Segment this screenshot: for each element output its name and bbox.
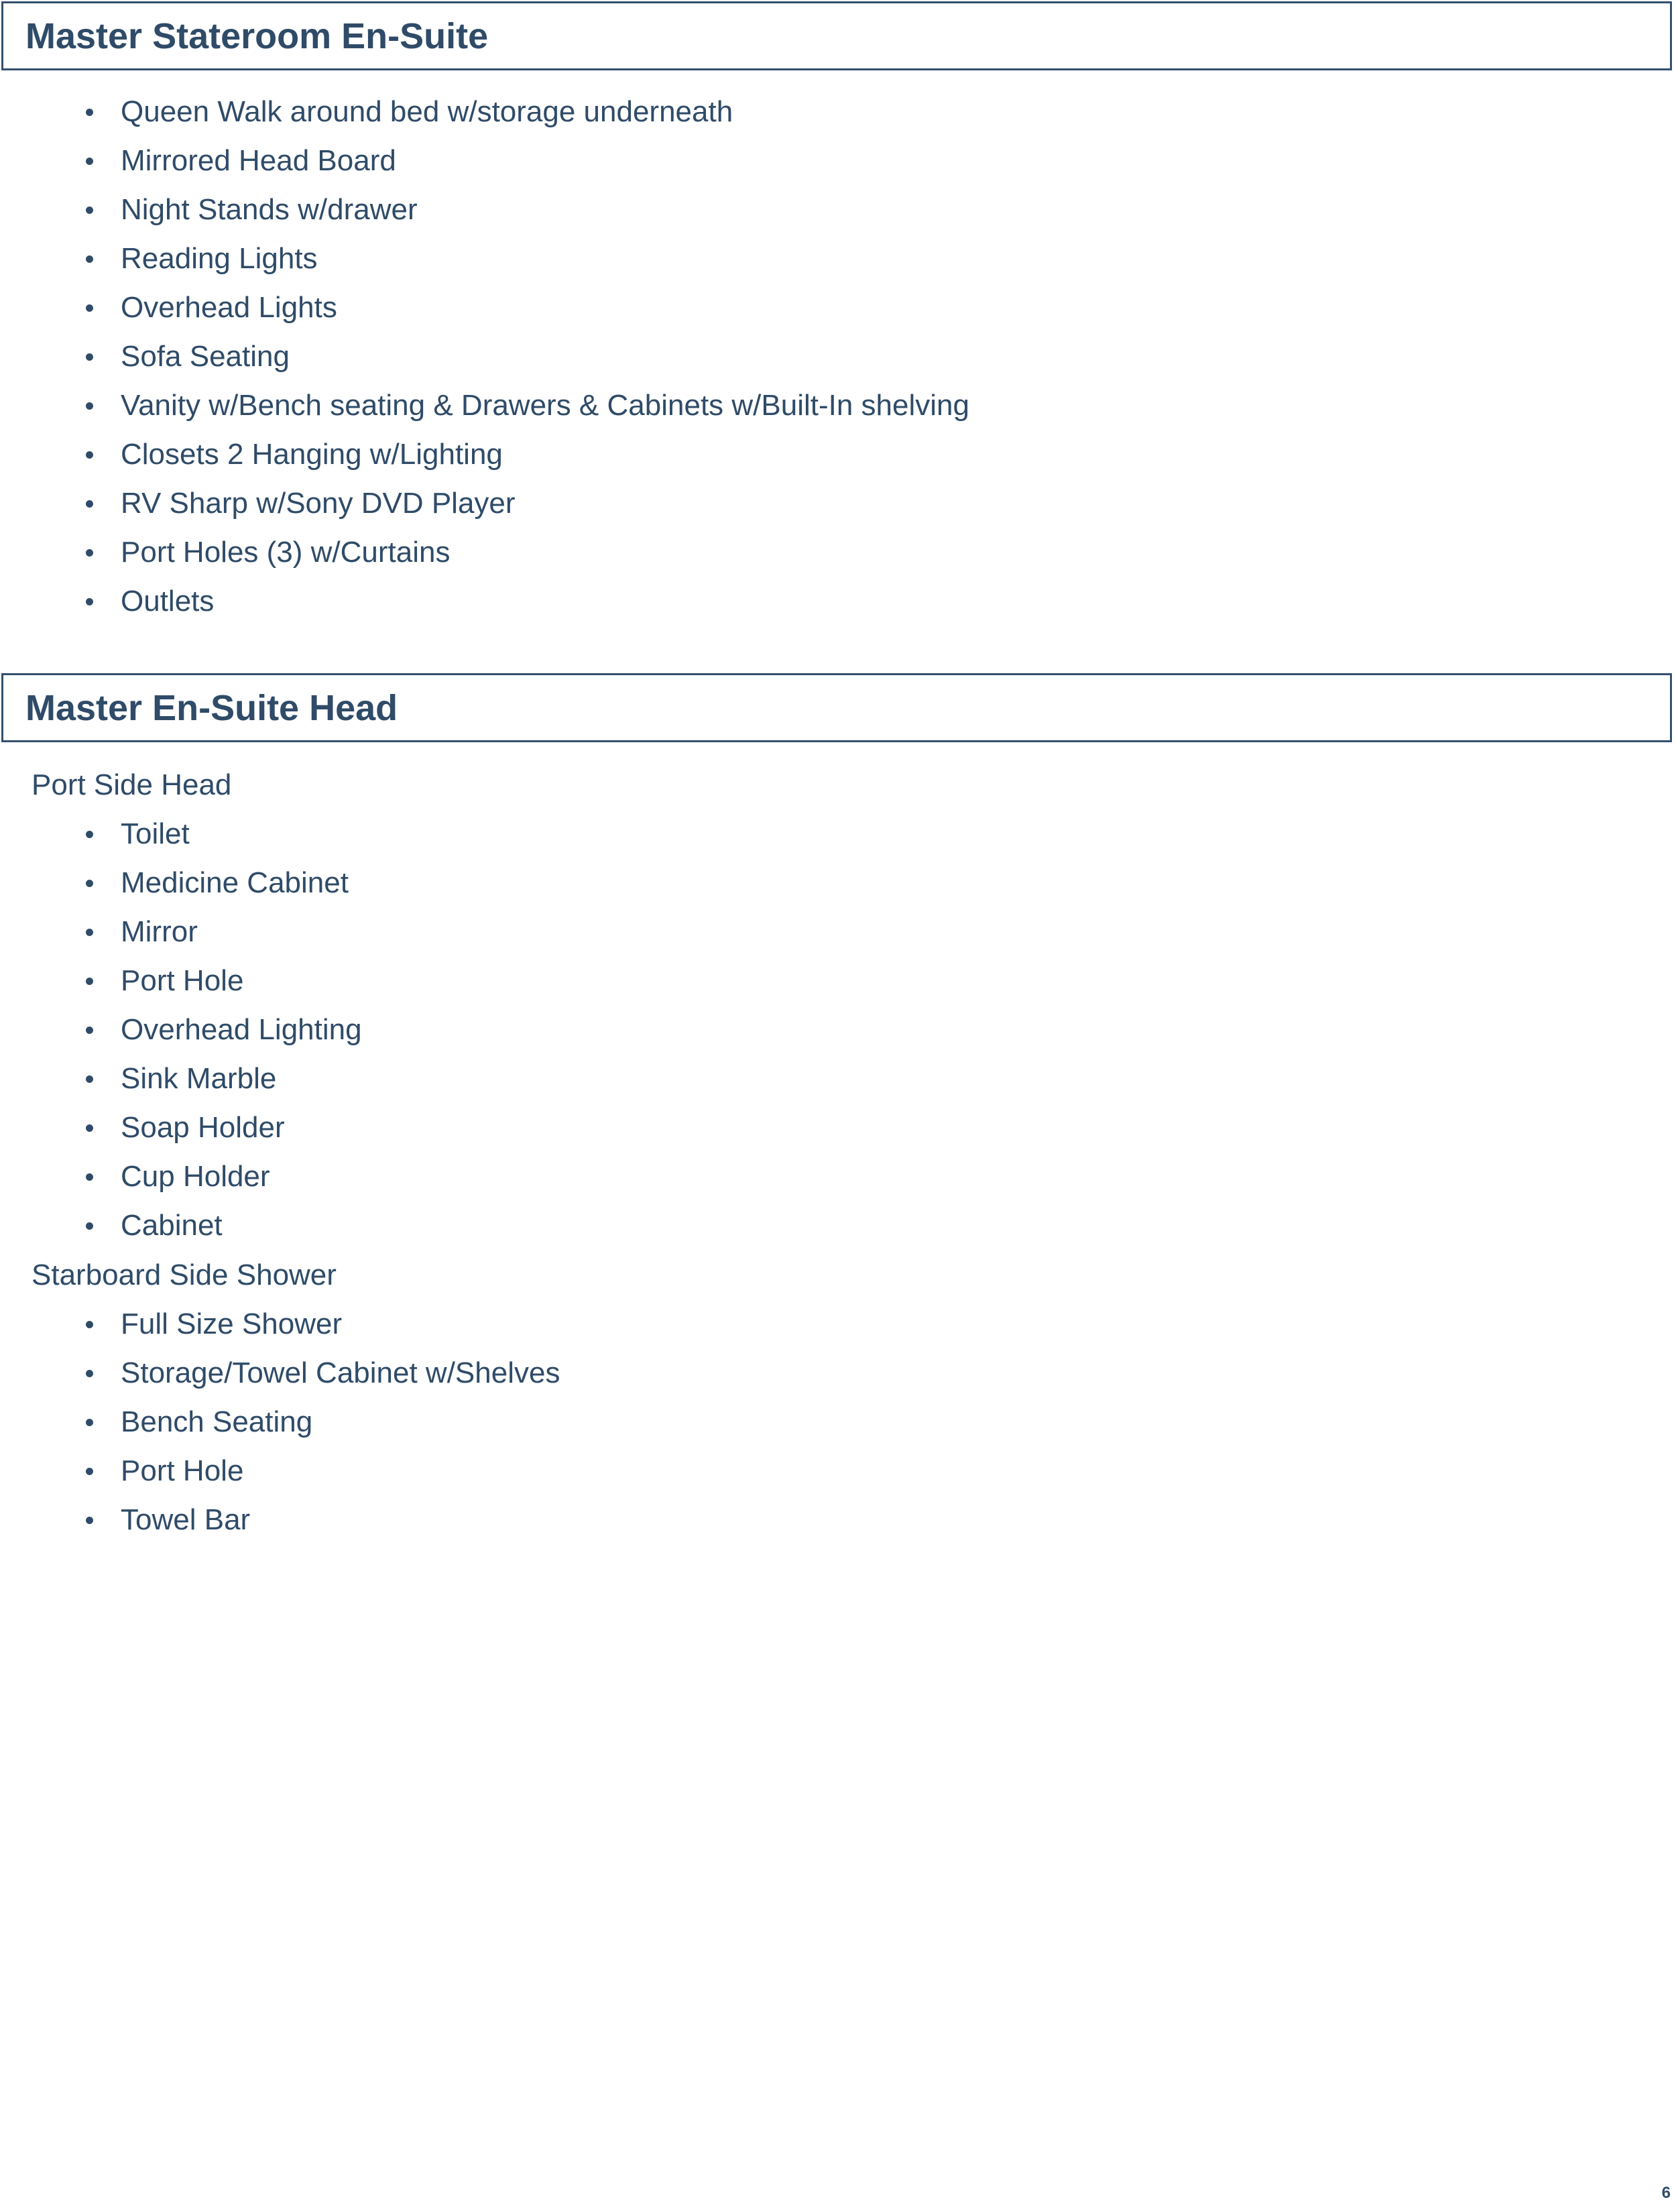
list-item: RV Sharp w/Sony DVD Player bbox=[0, 479, 969, 528]
bullet-icon bbox=[86, 1027, 93, 1034]
list-item: Medicine Cabinet bbox=[0, 858, 362, 907]
bullet-icon bbox=[86, 500, 93, 508]
bullet-icon bbox=[86, 1321, 93, 1328]
bullet-icon bbox=[86, 880, 93, 887]
bullet-icon bbox=[86, 831, 93, 838]
bullet-icon bbox=[86, 1222, 93, 1230]
port-side-head-label: Port Side Head bbox=[32, 768, 232, 801]
starboard-side-shower-label: Starboard Side Shower bbox=[32, 1259, 337, 1291]
list-item: Mirror bbox=[0, 907, 362, 956]
bullet-icon bbox=[86, 402, 93, 410]
list-item: Vanity w/Bench seating & Drawers & Cabinets w/Built-In shelving bbox=[0, 381, 969, 430]
list-item: Port Holes (3) w/Curtains bbox=[0, 528, 969, 577]
list-item: Reading Lights bbox=[0, 234, 969, 283]
bullet-icon bbox=[86, 255, 93, 263]
list-item: Storage/Towel Cabinet w/Shelves bbox=[0, 1348, 560, 1397]
starboard-side-shower-list bbox=[0, 1299, 560, 1544]
list-item: Queen Walk around bed w/storage underneath bbox=[0, 87, 969, 136]
port-side-head-list bbox=[0, 809, 362, 1250]
bullet-icon bbox=[86, 207, 93, 214]
list-item: Overhead Lighting bbox=[0, 1005, 362, 1054]
bullet-icon bbox=[86, 1517, 93, 1524]
bullet-icon bbox=[86, 353, 93, 361]
bullet-icon bbox=[86, 451, 93, 459]
page-number: 6 bbox=[1661, 2184, 1671, 2202]
bullet-icon bbox=[86, 1370, 93, 1377]
bullet-icon bbox=[86, 1173, 93, 1181]
list-item: Sink Marble bbox=[0, 1054, 362, 1103]
bullet-icon bbox=[86, 598, 93, 605]
list-item: Mirrored Head Board bbox=[0, 136, 969, 185]
bullet-icon bbox=[86, 978, 93, 985]
list-item: Sofa Seating bbox=[0, 332, 969, 381]
stateroom-feature-list bbox=[0, 87, 969, 626]
bullet-icon bbox=[86, 549, 93, 557]
bullet-icon bbox=[86, 304, 93, 312]
bullet-icon bbox=[86, 1468, 93, 1475]
list-item: Bench Seating bbox=[0, 1397, 560, 1446]
section-header-master-head bbox=[1, 673, 1672, 742]
list-item: Port Hole bbox=[0, 1446, 560, 1495]
list-item: Toilet bbox=[0, 809, 362, 858]
bullet-icon bbox=[86, 929, 93, 936]
section-title: Master Stateroom En-Suite bbox=[25, 15, 489, 56]
list-item: Port Hole bbox=[0, 956, 362, 1005]
list-item: Outlets bbox=[0, 577, 969, 626]
list-item: Cabinet bbox=[0, 1201, 362, 1250]
list-item: Full Size Shower bbox=[0, 1299, 560, 1348]
list-item: Overhead Lights bbox=[0, 283, 969, 332]
bullet-icon bbox=[86, 158, 93, 165]
bullet-icon bbox=[86, 1124, 93, 1132]
list-item: Closets 2 Hanging w/Lighting bbox=[0, 430, 969, 479]
bullet-icon bbox=[86, 109, 93, 116]
section-header-master-stateroom bbox=[1, 1, 1672, 70]
section-title: Master En-Suite Head bbox=[25, 687, 398, 728]
bullet-icon bbox=[86, 1075, 93, 1083]
bullet-icon bbox=[86, 1419, 93, 1426]
list-item: Night Stands w/drawer bbox=[0, 185, 969, 234]
list-item: Towel Bar bbox=[0, 1495, 560, 1544]
list-item: Cup Holder bbox=[0, 1152, 362, 1201]
list-item: Soap Holder bbox=[0, 1103, 362, 1152]
